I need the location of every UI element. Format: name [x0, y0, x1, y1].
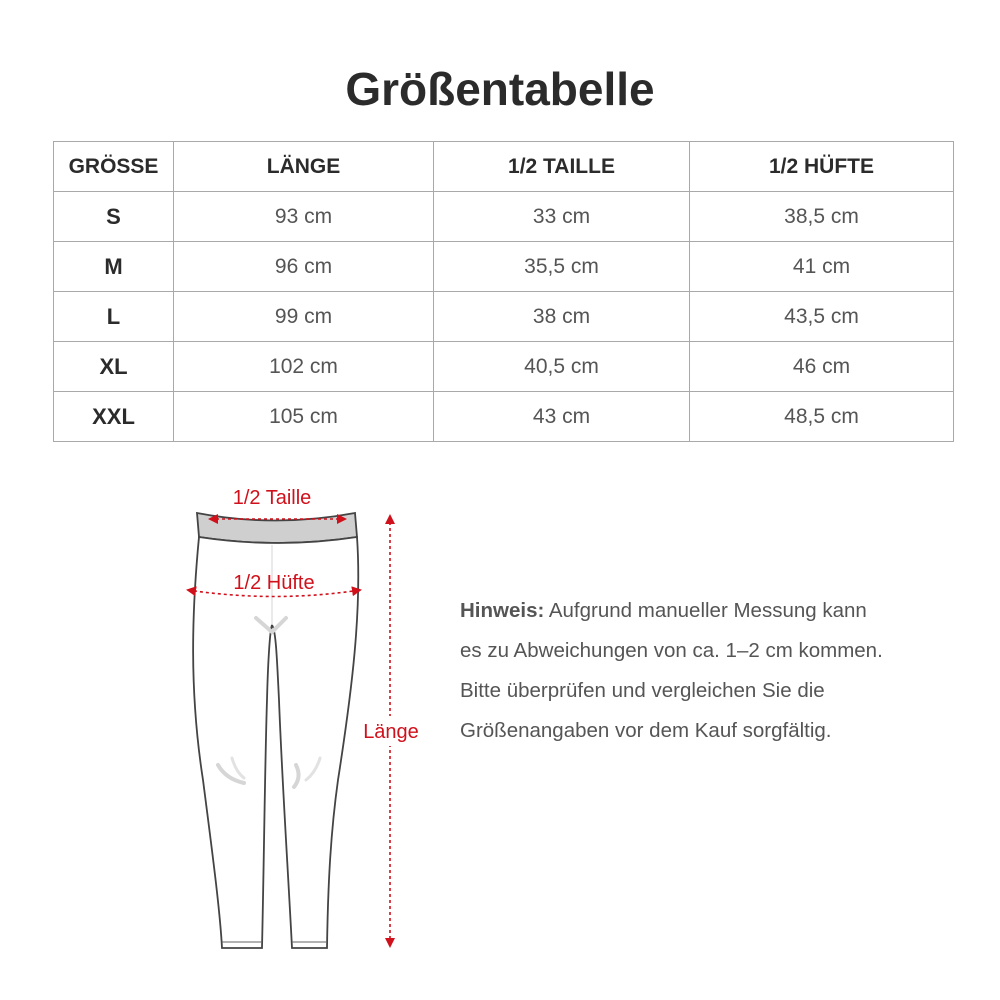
hip-cell: 41 cm: [690, 242, 954, 292]
page-title: Größentabelle: [345, 63, 655, 115]
header-waist: 1/2 TAILLE: [434, 142, 690, 192]
waist-measure: [210, 487, 345, 519]
note-line: Aufgrund manueller Messung kann: [544, 599, 867, 622]
hip-cell: 38,5 cm: [690, 192, 954, 242]
note-text: [460, 591, 980, 751]
length-label: Länge: [363, 721, 419, 743]
waist-cell: 43 cm: [434, 392, 690, 442]
note-line: Bitte überprüfen und vergleichen Sie die: [460, 679, 825, 702]
length-cell: 102 cm: [174, 342, 434, 392]
header-size: GRÖSSE: [54, 142, 174, 192]
waist-cell: 38 cm: [434, 292, 690, 342]
length-cell: 93 cm: [174, 192, 434, 242]
note-label: Hinweis:: [460, 599, 545, 622]
note-line: es zu Abweichungen von ca. 1–2 cm kommen.: [460, 639, 883, 662]
size-cell: L: [54, 292, 174, 342]
length-cell: 99 cm: [174, 292, 434, 342]
waist-cell: 35,5 cm: [434, 242, 690, 292]
waist-cell: 40,5 cm: [434, 342, 690, 392]
note-line: Größenangaben vor dem Kauf sorgfältig.: [460, 719, 832, 742]
hip-label: 1/2 Hüfte: [233, 572, 315, 594]
hip-cell: 46 cm: [690, 342, 954, 392]
size-cell: XL: [54, 342, 174, 392]
header-hip: 1/2 HÜFTE: [690, 142, 954, 192]
size-cell: S: [54, 192, 174, 242]
waist-label: 1/2 Taille: [232, 487, 312, 509]
hip-cell: 48,5 cm: [690, 392, 954, 442]
waist-cell: 33 cm: [434, 192, 690, 242]
length-measure: [355, 516, 427, 946]
header-length: LÄNGE: [174, 142, 434, 192]
size-cell: M: [54, 242, 174, 292]
length-cell: 105 cm: [174, 392, 434, 442]
size-cell: XXL: [54, 392, 174, 442]
hip-cell: 43,5 cm: [690, 292, 954, 342]
length-cell: 96 cm: [174, 242, 434, 292]
